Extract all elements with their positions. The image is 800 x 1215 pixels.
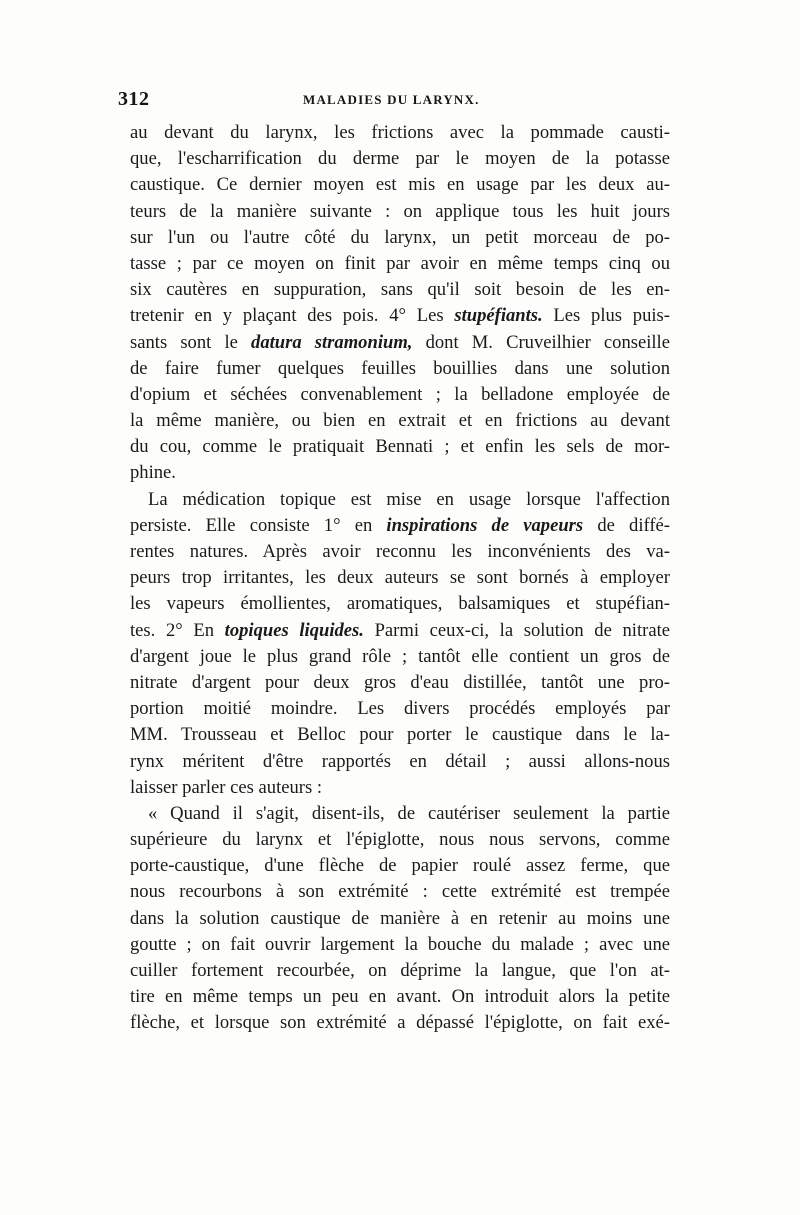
text-line: supérieure du larynx et l'épiglotte, nous nous servons, comme: [130, 829, 670, 851]
text-line: laisser parler ces auteurs :: [130, 776, 323, 798]
body-text: [130, 120, 670, 1037]
text-line: caustique. Ce dernier moyen est mis en usage par les deux au-: [130, 174, 670, 196]
text-line: tasse ; par ce moyen on finit par avoir en même temps cinq ou: [130, 252, 670, 274]
text-line: de faire fumer quelques feuilles bouillies dans une solution: [130, 357, 670, 379]
text-line: rynx méritent d'être rapportés en détail ; aussi allons-nous: [130, 750, 670, 772]
text-line: rentes natures. Après avoir reconnu les inconvénients des va-: [130, 541, 670, 562]
italic-term: inspirations de vapeurs: [386, 514, 584, 536]
text-line: phine.: [130, 462, 176, 484]
text-line: nitrate d'argent pour deux gros d'eau distillée, tantôt une pro-: [130, 671, 670, 693]
text-line: flèche, et lorsque son extrémité a dépassé l'épiglotte, on fait exé-: [130, 1012, 670, 1034]
page-number: 312: [118, 88, 150, 110]
italic-term: datura stramonium,: [251, 331, 413, 353]
text-line: dans la solution caustique de manière à en retenir au moins une: [130, 907, 670, 929]
text-line: peurs trop irritantes, les deux auteurs se sont bornés à employer: [130, 567, 670, 589]
text-line: nous recourbons à son extrémité : cette extrémité est trempée: [130, 881, 670, 903]
text-line: sants sont le datura stramonium, dont M. Cruveilhier conseille: [130, 331, 670, 353]
text-line: tes. 2° En topiques liquides. Parmi ceux-ci, la solution de nitrate: [130, 619, 671, 641]
text-line: sur l'un ou l'autre côté du larynx, un petit morceau de po-: [130, 226, 670, 248]
text-line: MM. Trousseau et Belloc pour porter le caustique dans le la-: [130, 724, 670, 746]
text-line: que, l'escharrification du derme par le moyen de la potasse: [130, 148, 670, 170]
text-line: du cou, comme le pratiquait Bennati ; et enfin les sels de mor-: [130, 436, 670, 458]
text-line: teurs de la manière suivante : on applique tous les huit jours: [130, 200, 670, 222]
text-line: cuiller fortement recourbée, on déprime la langue, que l'on at-: [130, 960, 670, 981]
running-title: MALADIES DU LARYNX.: [303, 92, 480, 107]
text-line: au devant du larynx, les frictions avec la pommade causti-: [130, 122, 670, 143]
text-line: six cautères en suppuration, sans qu'il soit besoin de les en-: [130, 279, 670, 301]
text-line: porte-caustique, d'une flèche de papier roulé assez ferme, que: [130, 855, 670, 877]
text-line: d'opium et séchées convenablement ; la belladone employée de: [130, 383, 670, 405]
text-line: goutte ; on fait ouvrir largement la bouche du malade ; avec une: [130, 933, 670, 955]
text-line: d'argent joue le plus grand rôle ; tantôt elle contient un gros de: [130, 645, 670, 667]
italic-term: topiques liquides.: [224, 619, 364, 641]
text-line: les vapeurs émollientes, aromatiques, balsamiques et stupéfian-: [130, 593, 670, 615]
text-line: La médication topique est mise en usage lorsque l'affection: [148, 488, 670, 510]
page-header: [118, 88, 674, 116]
text-line: tire en même temps un peu en avant. On introduit alors la petite: [130, 986, 670, 1008]
text-line: persiste. Elle consiste 1° en inspirations de vapeurs de diffé-: [130, 514, 670, 536]
italic-term: stupéfiants.: [454, 305, 543, 327]
text-line: la même manière, ou bien en extrait et en frictions au devant: [130, 410, 670, 432]
text-line: « Quand il s'agit, disent-ils, de cautériser seulement la partie: [148, 802, 670, 824]
text-line: portion moitié moindre. Les divers procédés employés par: [130, 698, 670, 720]
text-line: tretenir en y plaçant des pois. 4° Les stupéfiants. Les plus puis-: [130, 305, 670, 327]
